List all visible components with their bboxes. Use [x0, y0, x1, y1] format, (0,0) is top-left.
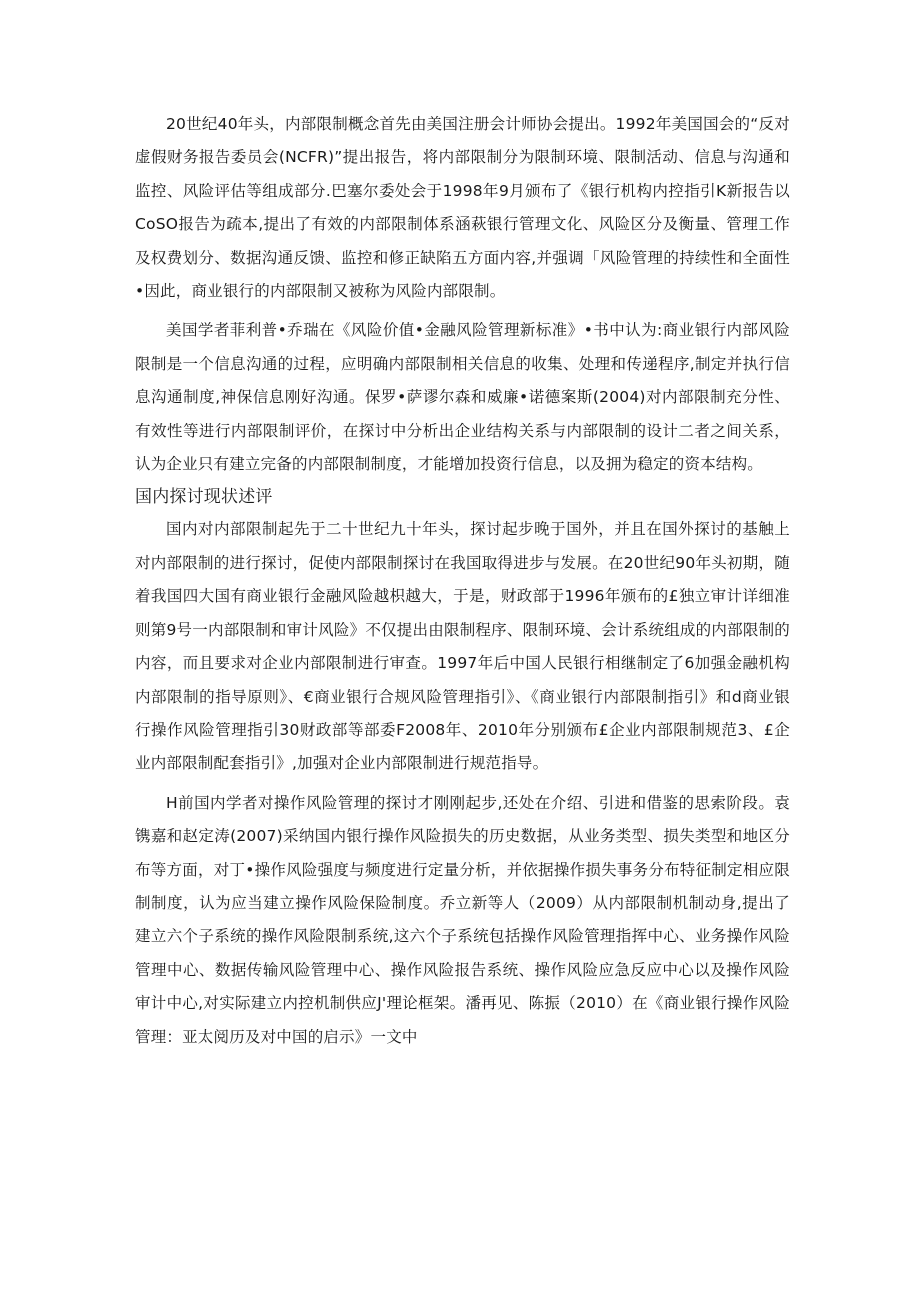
- paragraph-domestic-research: 国内对内部限制起先于二十世纪九十年头，探讨起步晚于国外，并且在国外探讨的基触上对内部限制的进行探讨，促使内部限制探讨在我国取得进步与发展。在20世纪90年头初期，随着我国四大国有商业银行金融风险越枳越大，于是，财政部于1996年颁布的£独立审计详细准则第9号一内部限制和审计风险》不仅提出由限制程序、限制环境、会计系统组成的内部限制的内容，而且要求对企业内部限制进行审查。1997年后中国人民银行相继制定了6加强金融机构内部限制的指导原则》、€商业银行合规风险管理指引》、《商业银行内部限制指引》和d商业银行操作风险管理指引30财政部等部委F2008年、2010年分别颁布£企业内部限制规范3、£企业内部限制配套指引》,加强对企业内部限制进行规范指导。: [135, 520, 790, 773]
- section-heading-domestic-research: 国内探讨现状述评: [135, 487, 273, 508]
- paragraph-philippe-jorion: 美国学者菲利普•乔瑞在《风险价值•金融风险管理新标准》•书中认为:商业银行内部风险限制是一个信息沟通的过程，应明确内部限制相关信息的收集、处理和传递程序,制定并执行信息沟通制度,神保信息刚好沟通。保罗•萨谬尔森和威廉•诺德案斯(2004)对内部限制充分性、有效性等进行内部限制评价，在探讨中分析出企业结构关系与内部限制的设计二者之间关系，认为企业只有建立完备的内部限制制度，才能增加投资行信息，以及拥为稳定的资本结构。: [135, 321, 790, 474]
- paragraph-internal-control-origin: 20世纪40年头，内部限制概念首先由美国注册会计师协会提出。1992年美国国会的“反对虚假财务报告委员会(NCFR)”提出报告，将内部限制分为限制环境、限制活动、信息与沟通和监控、风险评估等组成部分.巴塞尔委处会于1998年9月颁布了《银行机构内控指引K新报告以CoSO报告为疏本,提出了有效的内部限制体系涵萩银行管理文化、风险区分及衡量、管理工作及权费划分、数据沟通反馈、监控和修正缺陷五方面内容,并强调「风险管理的持续性和全面性•因此，商业银行的内部限制又被称为风险内部限制。: [135, 115, 790, 301]
- document-body: [135, 108, 790, 1054]
- paragraph-operational-risk-research: H前国内学者对操作风险管理的探讨才刚刚起步,还处在介绍、引进和借鉴的思索阶段。袁镌嘉和赵定涛(2007)采纳国内银行操作风险损失的历史数据，从业务类型、损失类型和地区分布等方面，对丁•操作风险强度与频度进行定量分析，并依据操作损失事务分布特征制定相应限制制度，认为应当建立操作风险保险制度。乔立新等人（2009）从内部限制机制动身,提出了建立六个子系统的操作风险限制系统,这六个子系统包括操作风险管理指挥中心、业务操作风险管理中心、数据传输风险管理中心、操作风险报告系统、操作风险应急反应中心以及操作风险审计中心,对实际建立内控机制供应J'理论框架。潘再见、陈振（2010）在《商业银行操作风险管理：亚太阅历及对中国的启示》一文中: [135, 793, 790, 1046]
